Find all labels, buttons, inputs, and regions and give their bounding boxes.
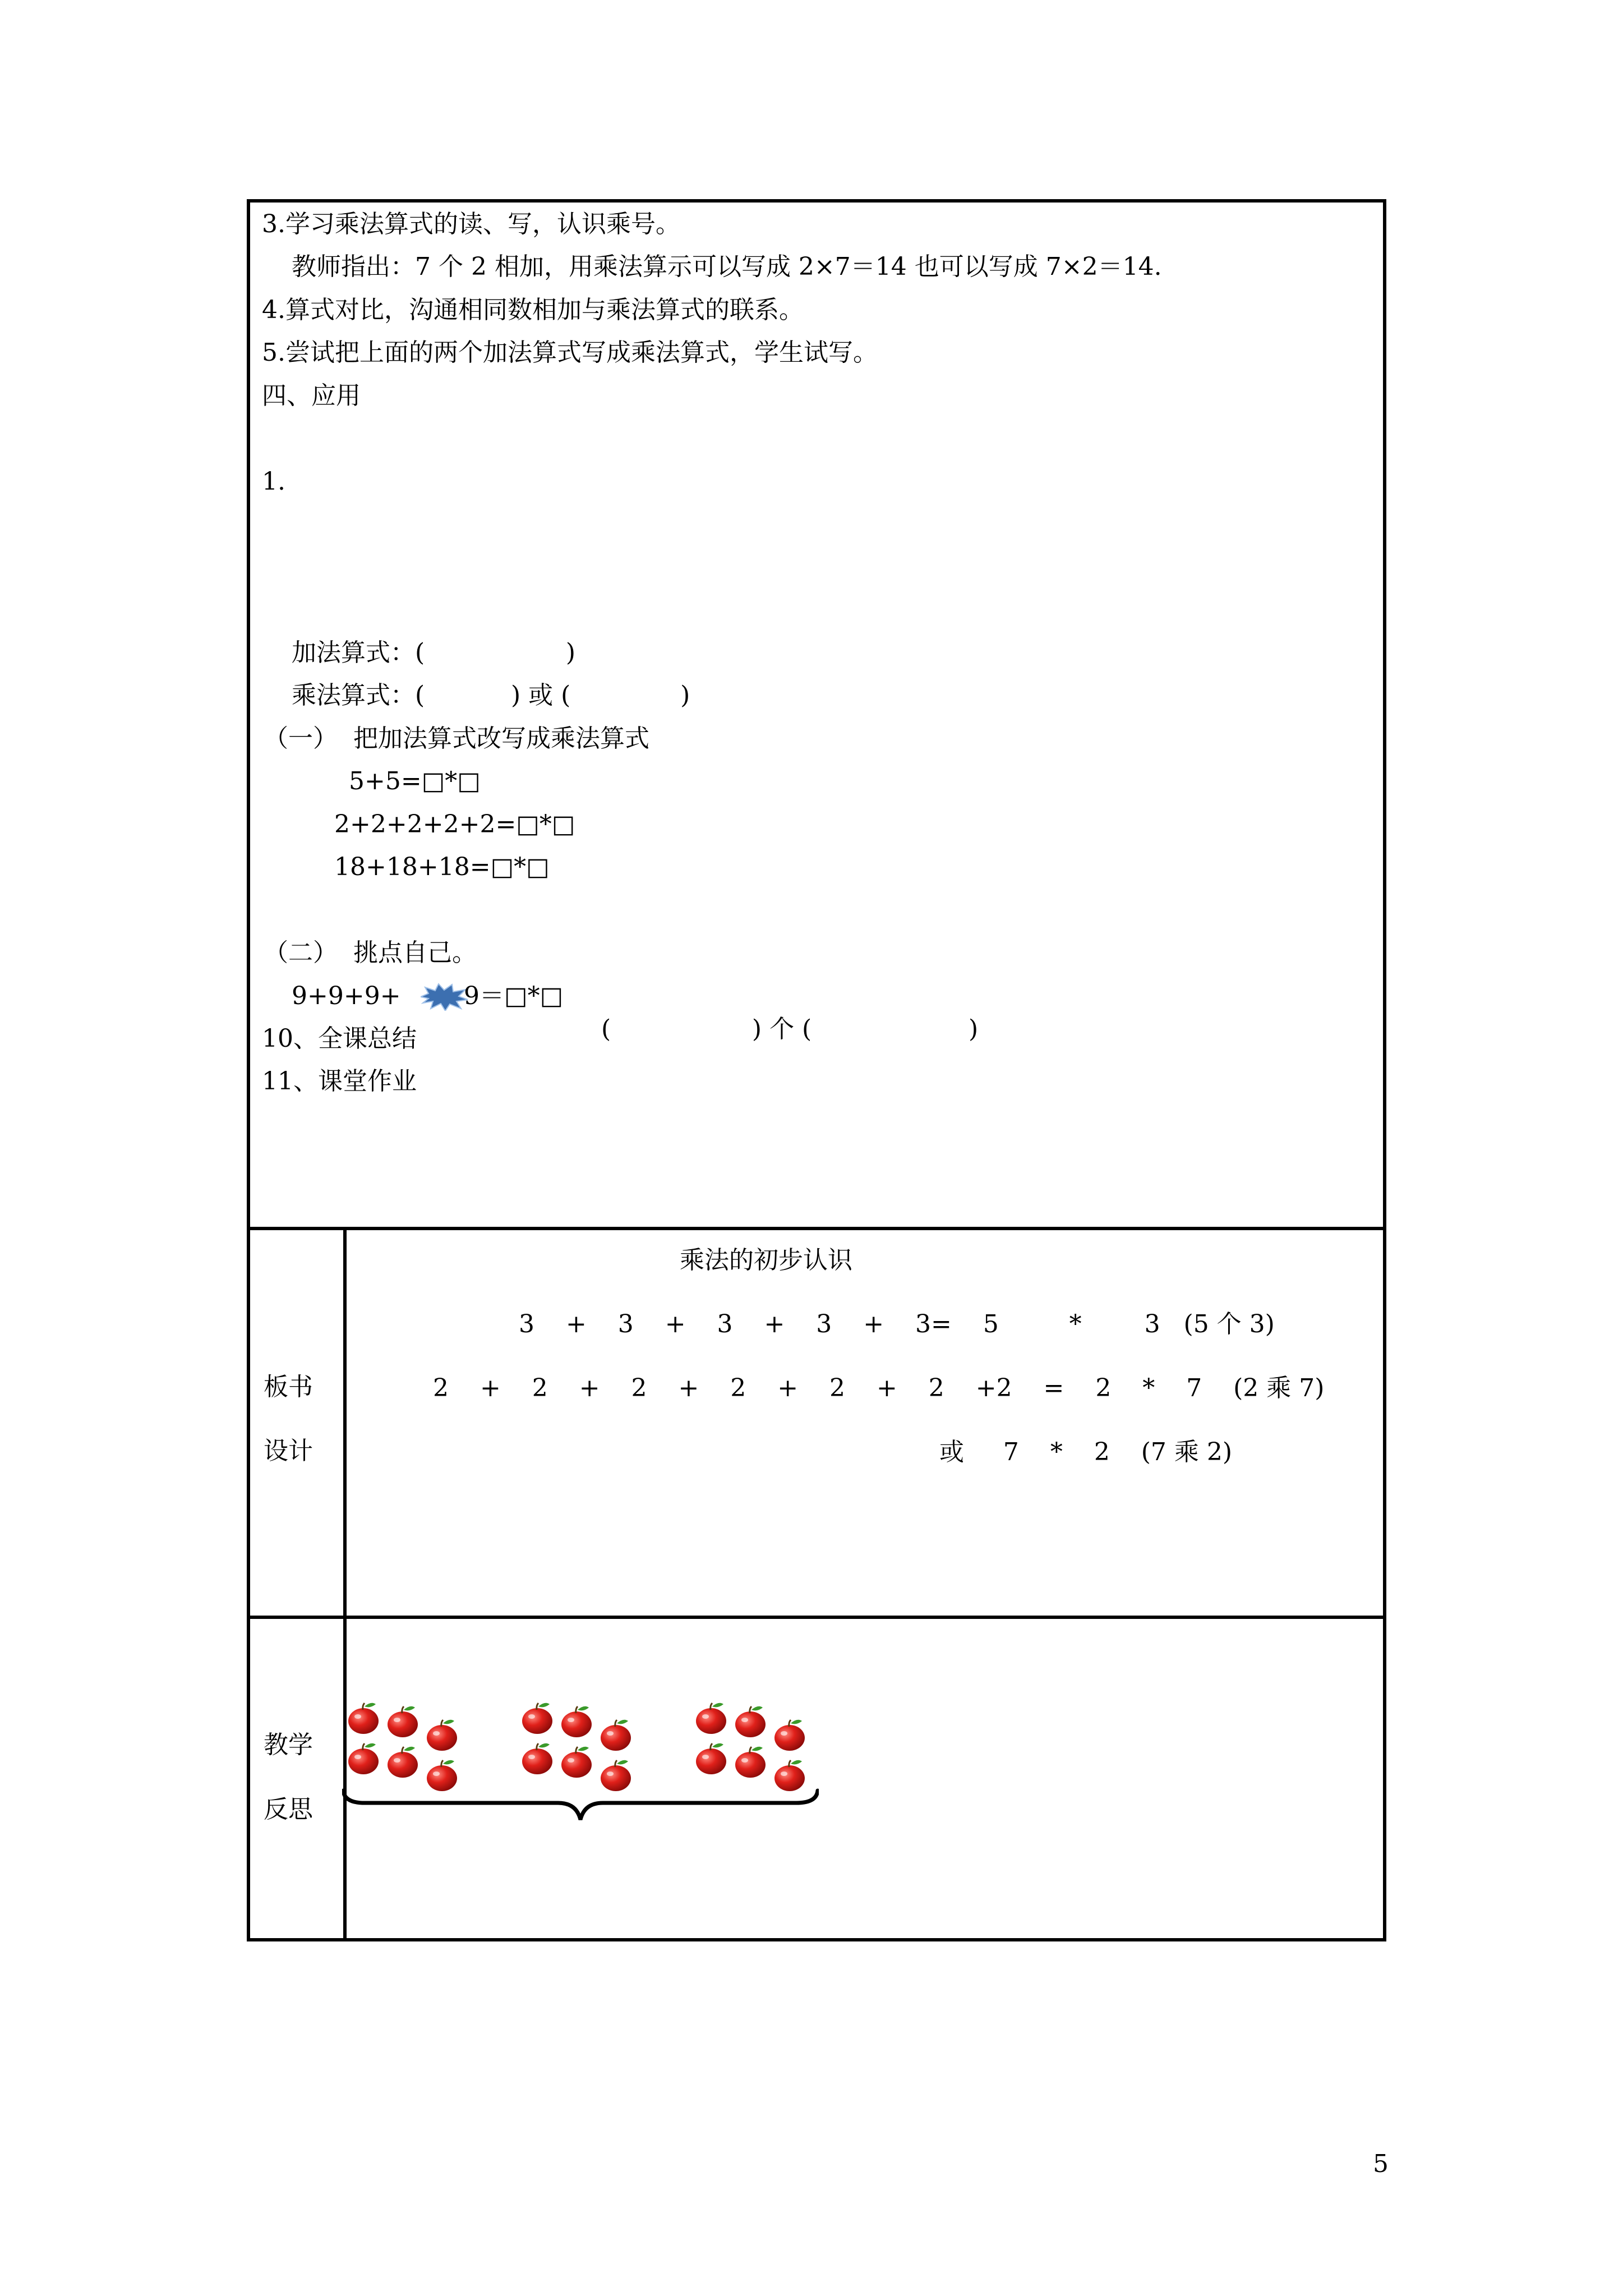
reflection-label-line1: 教学 [264,1731,313,1759]
board-equation: 2 + 2 + 2 + 2 + 2 + 2 +2 = 2 * 7 (2 乘 7) [433,1374,1325,1402]
apple-icon [598,1717,634,1751]
row-divider-reflection [247,1616,1386,1619]
exercise-line: 5+5=□*□ [349,767,481,795]
step4-heading: 4.算式对比，沟通相同数相加与乘法算式的联系。 [262,296,804,324]
exercise-line-end: 9＝□*□ [464,982,564,1010]
apple-icon [519,1740,555,1775]
apple-icon [345,1700,381,1734]
page-number: 5 [1373,2150,1389,2178]
burst-icon [421,983,468,1011]
homework-heading: 11、课堂作业 [262,1067,417,1096]
row-divider-board [247,1227,1386,1230]
exercise-line-start: 9+9+9+ [292,982,401,1010]
exercise-line: 2+2+2+2+2=□*□ [334,810,575,839]
step5-heading: 5.尝试把上面的两个加法算式写成乘法算式，学生试写。 [262,338,878,367]
part-one-title: （一） 把加法算式改写成乘法算式 [264,724,649,753]
apple-icon [519,1700,555,1734]
multiplication-formula: 乘法算式：( ) 或 ( ) [292,681,690,710]
exercise-line: 18+18+18=□*□ [334,853,550,881]
apple-icon [559,1703,594,1738]
exercise-1-label: 1. [262,467,285,496]
apple-icon [345,1740,381,1775]
summary-heading: 10、全课总结 [262,1024,417,1053]
board-equation: 或 7 * 2 (7 乘 2) [939,1438,1233,1466]
apple-icon [424,1717,460,1751]
apple-icon [732,1703,768,1738]
board-label-line2: 设计 [264,1437,313,1465]
brace-icon [342,1788,819,1828]
board-equation: 3 + 3 + 3 + 3 + 3= 5 * 3 (5 个 3) [519,1310,1275,1338]
board-label-line1: 板书 [264,1373,313,1401]
board-title: 乘法的初步认识 [680,1246,852,1274]
application-heading: 四、应用 [262,381,361,410]
reflection-label-line2: 反思 [264,1795,313,1824]
answer-blanks: ( ) 个 ( ) [601,1015,979,1043]
apple-icon [559,1743,594,1778]
apple-icon [598,1757,634,1792]
part-two-title: （二） 挑点自己。 [264,938,477,967]
apple-icon [772,1717,808,1751]
apple-icon [693,1700,729,1734]
addition-formula: 加法算式：( ) [292,638,576,667]
teacher-note: 教师指出：7 个 2 相加，用乘法算示可以写成 2×7＝14 也可以写成 7×2＝14. [292,252,1162,281]
apple-icon [385,1703,421,1738]
apple-icon [772,1757,808,1792]
apple-icon [424,1757,460,1792]
apple-icon [732,1743,768,1778]
apple-icon [385,1743,421,1778]
step3-heading: 3.学习乘法算式的读、写，认识乘号。 [262,210,680,238]
lesson-table [247,199,1386,1941]
column-divider [343,1227,347,1941]
apple-icon [693,1740,729,1775]
